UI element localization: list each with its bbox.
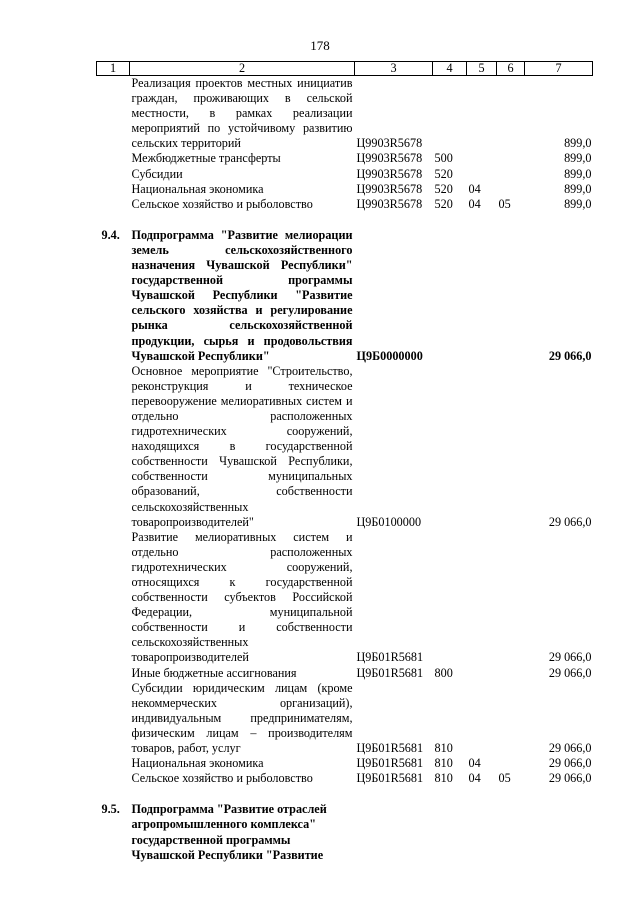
row-name: Сельское хозяйство и рыболовство <box>131 196 313 211</box>
amount: 899,0 <box>564 136 592 151</box>
column-header-row <box>97 62 593 76</box>
target-code: Ц9Б0100000 <box>356 514 422 529</box>
row-number <box>97 681 130 756</box>
target-code <box>355 802 433 862</box>
section <box>467 364 497 530</box>
amount: 899,0 <box>564 196 592 211</box>
row-name: Сельское хозяйство и рыболовство <box>131 771 313 786</box>
row-name: Субсидии <box>131 166 183 181</box>
table-row <box>97 771 593 786</box>
subsection <box>497 151 525 166</box>
target-code: Ц9Б0000000 <box>356 348 423 363</box>
section <box>467 666 497 681</box>
expense-type: 520 <box>434 196 453 211</box>
expense-type: 800 <box>434 665 453 680</box>
target-code: Ц9903R5678 <box>356 181 423 196</box>
table-row <box>97 167 593 182</box>
expense-type <box>433 76 467 152</box>
amount: 29 066,0 <box>548 756 592 771</box>
section <box>467 167 497 182</box>
expense-type: 500 <box>434 151 453 166</box>
target-code: Ц9Б01R5681 <box>356 665 424 680</box>
subsection <box>497 182 525 197</box>
expense-type: 810 <box>434 771 453 786</box>
amount: 29 066,0 <box>548 665 592 680</box>
expense-type: 810 <box>434 741 453 756</box>
expense-type: 520 <box>434 181 453 196</box>
target-code: Ц9Б01R5681 <box>356 771 424 786</box>
subsection <box>497 228 525 364</box>
expense-type <box>433 802 467 862</box>
table-row <box>97 756 593 771</box>
column-header: 7 <box>525 62 593 76</box>
column-header: 3 <box>355 62 433 76</box>
column-header: 2 <box>130 62 355 76</box>
expense-type: 520 <box>434 166 453 181</box>
column-header: 6 <box>497 62 525 76</box>
row-name: Национальная экономика <box>131 181 264 196</box>
row-name: Иные бюджетные ассигнования <box>131 665 297 680</box>
row-number <box>97 151 130 166</box>
target-code: Ц9903R5678 <box>356 166 423 181</box>
row-name: Межбюджетные трансферты <box>131 151 281 166</box>
column-header: 1 <box>97 62 130 76</box>
table-row <box>97 666 593 681</box>
target-code: Ц9Б01R5681 <box>356 741 424 756</box>
table-row <box>97 364 593 530</box>
section: 04 <box>468 196 481 211</box>
target-code: Ц9903R5678 <box>356 196 423 211</box>
row-number: 9.5. <box>101 802 120 817</box>
subsection: 05 <box>498 771 511 786</box>
section <box>467 228 497 364</box>
table-row <box>97 802 593 862</box>
row-number <box>97 167 130 182</box>
section <box>467 681 497 756</box>
target-code: Ц9Б01R5681 <box>356 650 424 665</box>
amount: 899,0 <box>564 181 592 196</box>
amount: 29 066,0 <box>548 650 592 665</box>
amount: 899,0 <box>564 166 592 181</box>
table-row <box>97 228 593 364</box>
row-number <box>97 364 130 530</box>
table-row <box>97 197 593 212</box>
target-code: Ц9Б01R5681 <box>356 756 424 771</box>
section <box>467 151 497 166</box>
section <box>467 76 497 152</box>
amount: 29 066,0 <box>548 771 592 786</box>
row-number <box>97 182 130 197</box>
subsection <box>497 167 525 182</box>
table-row <box>97 530 593 666</box>
amount: 899,0 <box>564 151 592 166</box>
row-name: Субсидии юридическим лицам (кроме некоммерческих организаций), индивидуальным предпринимателям, физическим лицам – производителям товаров, работ, услуг <box>131 680 353 756</box>
row-name: Подпрограмма "Развитие отраслей агропромышленного комплекса" государственной программы Чувашской Республики "Развитие <box>131 802 327 862</box>
subsection <box>497 666 525 681</box>
spacer-cell <box>97 786 593 802</box>
amount: 29 066,0 <box>548 348 592 363</box>
expense-type <box>433 530 467 666</box>
row-name: Основное мероприятие "Строительство, реконструкция и техническое перевооружение мелиоративных систем и отдельно расположенных гидротехнических сооружений, находящихся в государственной собственности Чувашской Республики, собственности муниципальных образований, собственности сельскохозяйственных товаропроизводителей" <box>131 363 353 529</box>
target-code: Ц9903R5678 <box>356 151 423 166</box>
row-name: Национальная экономика <box>131 756 264 771</box>
amount: 29 066,0 <box>548 741 592 756</box>
subsection <box>497 756 525 771</box>
table-row <box>97 681 593 756</box>
row-number <box>97 756 130 771</box>
table-row <box>97 151 593 166</box>
expense-type: 810 <box>434 756 453 771</box>
row-number: 9.4. <box>101 227 120 242</box>
page-number: 178 <box>310 38 330 53</box>
row-number <box>97 76 130 152</box>
table-row <box>97 182 593 197</box>
row-number <box>97 771 130 786</box>
expense-type <box>433 364 467 530</box>
spacer-cell <box>97 212 593 228</box>
section: 04 <box>468 756 481 771</box>
section <box>467 802 497 862</box>
expense-type <box>433 228 467 364</box>
subsection <box>497 681 525 756</box>
row-number <box>97 530 130 666</box>
table-row <box>97 76 593 152</box>
section: 04 <box>468 771 481 786</box>
subsection <box>497 76 525 152</box>
row-number <box>97 666 130 681</box>
subsection <box>497 364 525 530</box>
row-name: Развитие мелиоративных систем и отдельно расположенных гидротехнических сооружений, относящихся к государственной собственности субъектов Российской Федерации, муниципальной собственности и собственности сельскохозяйственных товаропроизводителей <box>131 529 353 665</box>
section <box>467 530 497 666</box>
subsection: 05 <box>498 196 511 211</box>
row-number <box>97 197 130 212</box>
row-spacer <box>97 212 593 228</box>
amount <box>525 802 593 862</box>
subsection <box>497 530 525 666</box>
column-header: 4 <box>433 62 467 76</box>
budget-table <box>96 61 593 863</box>
target-code: Ц9903R5678 <box>356 136 423 151</box>
subsection <box>497 802 525 862</box>
row-spacer <box>97 786 593 802</box>
column-header: 5 <box>467 62 497 76</box>
amount: 29 066,0 <box>548 514 592 529</box>
row-name: Подпрограмма "Развитие мелиорации земель сельскохозяйственного назначения Чувашской Республики" государственной программы Чувашской Республики "Развитие сельского хозяйства и регулирование рынка сельскохозяйственной продукции, сырья и продовольствия Чувашской Республики" <box>131 227 353 363</box>
section: 04 <box>468 181 481 196</box>
row-name: Реализация проектов местных инициатив граждан, проживающих в сельской местности, в рамках реализации мероприятий по устойчивому развитию сельских территорий <box>131 76 353 151</box>
